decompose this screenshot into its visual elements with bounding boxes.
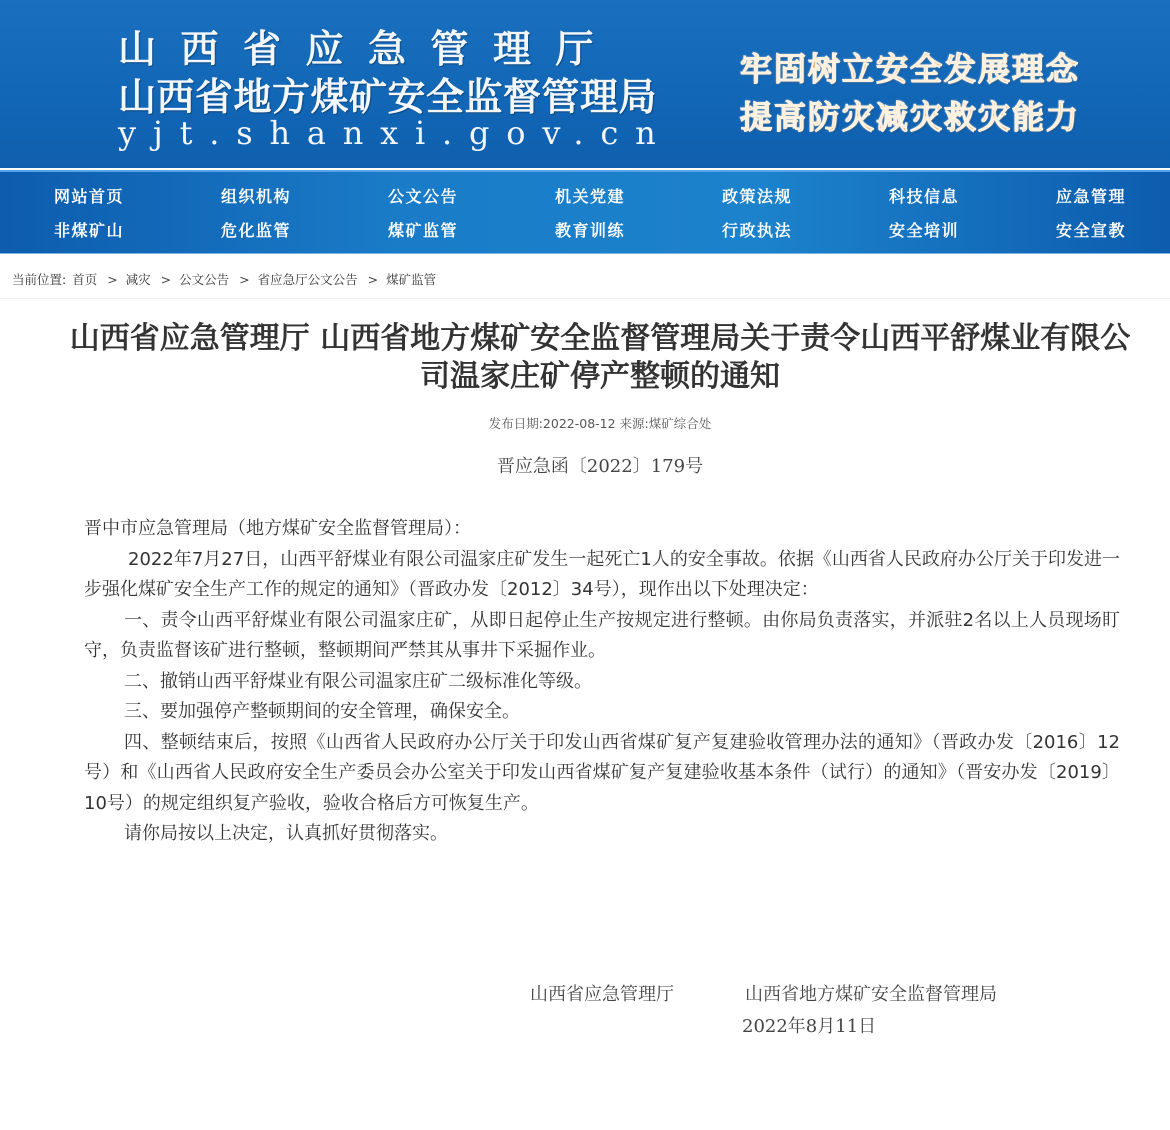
breadcrumb-announcements[interactable]: 公文公告 (179, 272, 230, 287)
nav-party-building[interactable]: 机关党建 (555, 187, 626, 206)
nav-education[interactable]: 教育训练 (555, 221, 626, 240)
divider (0, 298, 1170, 299)
paragraph-item-4: 四、整顿结束后，按照《山西省人民政府办公厅关于印发山西省煤矿复产复建验收管理办法的通知》（晋政办发〔2016〕12号）和《山西省人民政府安全生产委员会办公室关于印发山西省煤矿复产复建验收基本条件（试行）的通知》（晋安办发〔2019〕10号）的规定组织复产验收，验收合格后方可恢复生产。 (84, 731, 1120, 814)
banner-url: yjt.shanxi.gov.cn (118, 114, 673, 152)
banner-slogan-1: 牢固树立安全发展理念 (740, 50, 1081, 88)
nav-safety-publicity[interactable]: 安全宣教 (1056, 221, 1127, 240)
paragraph-item-2: 二、撤销山西平舒煤业有限公司温家庄矿二级标准化等级。 (124, 670, 592, 692)
breadcrumb-home[interactable]: 首页 (72, 272, 98, 287)
nav-policies[interactable]: 政策法规 (722, 187, 793, 206)
nav-coal-supervision[interactable]: 煤矿监管 (388, 221, 459, 240)
nav-organization[interactable]: 组织机构 (221, 187, 292, 206)
banner-title-department: 山西省应急管理厅 (118, 26, 619, 71)
nav-announcements[interactable]: 公文公告 (388, 187, 459, 206)
breadcrumb-dept-announcements[interactable]: 省应急厅公文公告 (257, 272, 358, 287)
nav-row-1 (0, 180, 1170, 214)
article-meta: 发布日期:2022-08-12 来源:煤矿综合处 (488, 416, 712, 431)
nav-emergency-mgmt[interactable]: 应急管理 (1056, 187, 1127, 206)
banner-slogan-2: 提高防灾减灾救灾能力 (740, 98, 1081, 136)
paragraph-item-1: 一、责令山西平舒煤业有限公司温家庄矿，从即日起停止生产按规定进行整顿。由你局负责落实，并派驻2名以上人员现场盯守，负责监督该矿进行整顿，整顿期间严禁其从事井下采掘作业。 (84, 609, 1120, 661)
nav-safety-training[interactable]: 安全培训 (889, 221, 960, 240)
breadcrumb-separator: > (160, 272, 172, 287)
signatory-bureau: 山西省地方煤矿安全监督管理局 (745, 984, 997, 1005)
breadcrumb-separator: > (107, 272, 118, 287)
signatory-department: 山西省应急管理厅 (530, 984, 674, 1005)
sign-date: 2022年8月11日 (742, 1016, 877, 1037)
breadcrumb (12, 270, 438, 288)
document-number: 晋应急函〔2022〕179号 (496, 456, 704, 477)
paragraph-closing: 请你局按以上决定，认真抓好贯彻落实。 (124, 823, 448, 844)
site-banner (0, 0, 1170, 168)
nav-hazchem[interactable]: 危化监管 (221, 221, 292, 240)
nav-non-coal-mines[interactable]: 非煤矿山 (54, 221, 125, 240)
breadcrumb-separator: > (239, 272, 250, 287)
breadcrumb-coal-supervision[interactable]: 煤矿监管 (386, 272, 437, 287)
main-nav (0, 170, 1170, 254)
paragraph-intro: 2022年7月27日，山西平舒煤业有限公司温家庄矿发生一起死亡1人的安全事故。依据《山西省人民政府办公厅关于印发进一步强化煤矿安全生产工作的规定的通知》（晋政办发〔2012〕34号），现作出以下处理决定： (84, 548, 1120, 600)
article-title: 山西省应急管理厅 山西省地方煤矿安全监督管理局关于责令山西平舒煤业有限公司温家庄矿停产整顿的通知 (69, 321, 1131, 394)
nav-home[interactable]: 网站首页 (54, 187, 125, 206)
breadcrumb-label: 当前位置: (12, 272, 67, 287)
breadcrumb-disaster-reduction[interactable]: 减灾 (125, 272, 151, 287)
breadcrumb-separator: > (367, 272, 379, 287)
banner-title-bureau: 山西省地方煤矿安全监督管理局 (118, 74, 658, 119)
recipient: 晋中市应急管理局（地方煤矿安全监督管理局）： (84, 518, 471, 539)
nav-tech-info[interactable]: 科技信息 (889, 187, 960, 206)
article-body (84, 514, 1120, 850)
nav-row-2 (0, 214, 1170, 248)
paragraph-item-3: 三、要加强停产整顿期间的安全管理，确保安全。 (124, 701, 520, 722)
nav-law-enforcement[interactable]: 行政执法 (722, 221, 793, 240)
